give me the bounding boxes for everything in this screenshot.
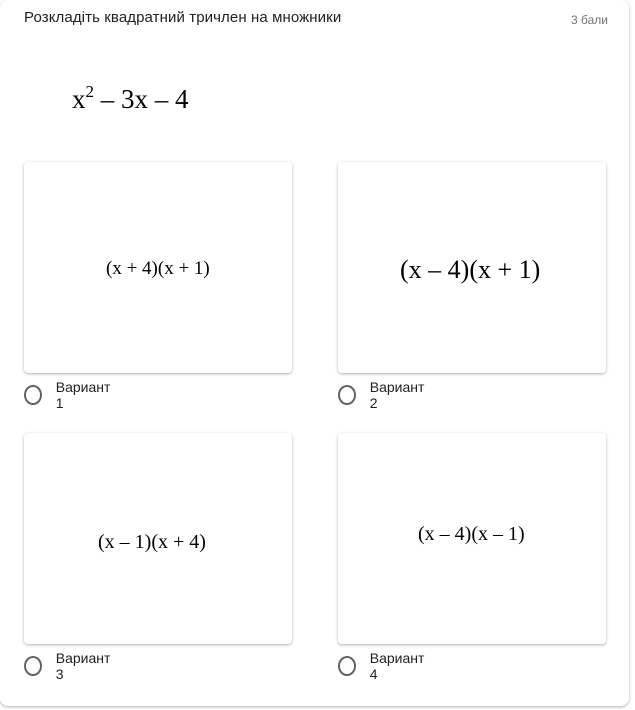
- option-2-label[interactable]: Вариант 2: [369, 379, 425, 411]
- option-3-radio[interactable]: [24, 656, 42, 676]
- points-label: 3 бали: [571, 13, 608, 27]
- option-1-radio[interactable]: [24, 385, 42, 405]
- option-1-expression: (x + 4)(x + 1): [106, 258, 210, 279]
- option-3-image: [24, 433, 292, 644]
- question-expression-image: [72, 84, 189, 115]
- expression-rest: – 3x – 4: [94, 84, 189, 114]
- option-4-choice[interactable]: [338, 650, 427, 682]
- option-3-label[interactable]: Вариант 3: [55, 650, 111, 682]
- option-1-label[interactable]: Вариант 1: [55, 379, 111, 411]
- option-1-choice[interactable]: [24, 379, 113, 411]
- option-2-expression: (x – 4)(x + 1): [400, 255, 541, 284]
- expression-base: x: [72, 84, 86, 114]
- expression-exponent: 2: [85, 82, 94, 101]
- option-4-radio[interactable]: [338, 656, 356, 676]
- option-1-image: [24, 162, 292, 373]
- option-3-expression: (x – 1)(x + 4): [98, 531, 206, 553]
- option-3-choice[interactable]: [24, 650, 113, 682]
- question-title: Розкладіть квадратний тричлен на множники: [24, 9, 342, 26]
- option-2-choice[interactable]: [338, 379, 427, 411]
- option-4-label[interactable]: Вариант 4: [369, 650, 425, 682]
- option-4-expression: (x – 4)(x – 1): [418, 523, 525, 545]
- option-4-image: [338, 433, 606, 644]
- option-2-image: [338, 162, 606, 373]
- option-2-radio[interactable]: [338, 385, 356, 405]
